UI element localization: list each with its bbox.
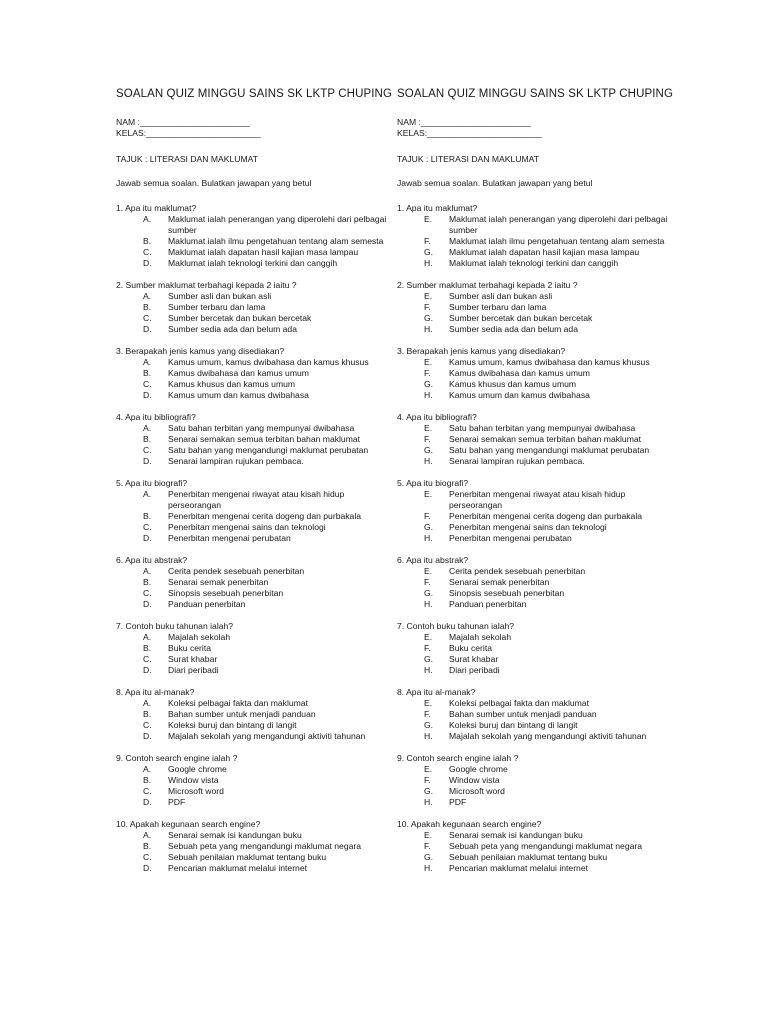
- option-letter: B.: [143, 368, 152, 378]
- answer-option[interactable]: [116, 841, 388, 852]
- option-text: Kamus umum dan kamus dwibahasa: [168, 390, 309, 400]
- question-text: 4. Apa itu bibliografi?: [116, 412, 196, 422]
- answer-option[interactable]: [397, 643, 669, 654]
- option-text: Penerbitan mengenai perubatan: [449, 533, 572, 543]
- option-letter: D.: [143, 731, 152, 741]
- option-letter: H.: [424, 665, 433, 675]
- option-letter: E.: [424, 698, 433, 708]
- quiz-title: SOALAN QUIZ MINGGU SAINS SK LKTP CHUPING: [397, 88, 674, 100]
- answer-option[interactable]: [397, 709, 669, 720]
- option-letter: G.: [424, 313, 434, 323]
- option-text: Satu bahan yang mengandungi maklumat perubatan: [168, 445, 369, 455]
- option-text: Penerbitan mengenai cerita dogeng dan purbakala: [449, 511, 643, 521]
- option-text: PDF: [449, 797, 467, 807]
- option-letter: F.: [424, 577, 431, 587]
- question-block: [397, 478, 669, 544]
- answer-option[interactable]: [397, 313, 669, 324]
- option-text: Maklumat ialah ilmu pengetahuan tentang alam semesta: [449, 236, 665, 246]
- option-text: Microsoft word: [449, 786, 505, 796]
- option-text: Penerbitan mengenai riwayat atau kisah hidup perseorangan: [168, 489, 345, 510]
- option-text: Kamus khusus dan kamus umum: [168, 379, 296, 389]
- option-text: Sinopsis sesebuah penerbitan: [168, 588, 284, 598]
- option-letter: E.: [424, 566, 433, 576]
- option-letter: A.: [143, 764, 152, 774]
- option-text: Senarai lampiran rujukan pembaca.: [168, 456, 304, 466]
- quiz-title: SOALAN QUIZ MINGGU SAINS SK LKTP CHUPING: [116, 88, 393, 100]
- question-text: 9. Contoh search engine ialah ?: [116, 753, 238, 763]
- question-text: 6. Apa itu abstrak?: [116, 555, 188, 565]
- answer-option[interactable]: [116, 654, 388, 665]
- option-letter: H.: [424, 797, 433, 807]
- answer-option[interactable]: [397, 731, 669, 742]
- question-text: 10. Apakah kegunaan search engine?: [397, 819, 542, 829]
- question-text: 2. Sumber maklumat terbahagi kepada 2 iaitu ?: [397, 280, 578, 290]
- option-text: Bahan sumber untuk menjadi panduan: [168, 709, 316, 719]
- option-letter: D.: [143, 665, 152, 675]
- topic-heading: TAJUK : LITERASI DAN MAKLUMAT: [397, 154, 539, 164]
- answer-option[interactable]: [116, 852, 388, 863]
- name-field: NAM :_______________________: [116, 117, 250, 127]
- question-block: [116, 753, 388, 808]
- option-letter: B.: [143, 577, 152, 587]
- question-block: [397, 280, 669, 335]
- answer-option[interactable]: [116, 434, 388, 445]
- option-letter: F.: [424, 511, 431, 521]
- answer-option[interactable]: [116, 599, 388, 610]
- option-text: Surat khabar: [168, 654, 218, 664]
- option-letter: G.: [424, 588, 434, 598]
- question-block: [397, 819, 669, 874]
- option-text: Kamus umum dan kamus dwibahasa: [449, 390, 590, 400]
- option-text: Google chrome: [449, 764, 508, 774]
- option-letter: B.: [143, 775, 152, 785]
- question-block: [397, 621, 669, 676]
- option-letter: B.: [143, 841, 152, 851]
- answer-option[interactable]: [397, 247, 669, 258]
- option-text: Kamus khusus dan kamus umum: [449, 379, 577, 389]
- question-text: 1. Apa itu maklumat?: [397, 203, 478, 213]
- answer-option[interactable]: [116, 313, 388, 324]
- answer-option[interactable]: [116, 423, 388, 434]
- answer-option[interactable]: [397, 302, 669, 313]
- option-text: Senarai lampiran rujukan pembaca.: [449, 456, 585, 466]
- answer-option[interactable]: [397, 577, 669, 588]
- option-text: Satu bahan terbitan yang mempunyai dwibahasa: [168, 423, 355, 433]
- option-letter: F.: [424, 302, 431, 312]
- question-text: 3. Berapakah jenis kamus yang disediakan?: [397, 346, 566, 356]
- option-text: Maklumat ialah teknologi terkini dan canggih: [168, 258, 338, 268]
- answer-option[interactable]: [397, 698, 669, 709]
- option-letter: E.: [424, 214, 433, 224]
- question-text: 2. Sumber maklumat terbahagi kepada 2 iaitu ?: [116, 280, 297, 290]
- option-letter: A.: [143, 566, 152, 576]
- question-block: [116, 687, 388, 742]
- answer-option[interactable]: [397, 258, 669, 269]
- answer-option[interactable]: [397, 324, 669, 335]
- option-letter: E.: [424, 632, 433, 642]
- question-block: [116, 346, 388, 401]
- option-letter: D.: [143, 456, 152, 466]
- answer-option[interactable]: [116, 786, 388, 797]
- option-text: Buku cerita: [449, 643, 492, 653]
- option-letter: G.: [424, 379, 434, 389]
- question-text: 6. Apa itu abstrak?: [397, 555, 469, 565]
- quiz-column-left: [116, 88, 393, 885]
- option-letter: E.: [424, 489, 433, 499]
- option-text: Koleksi buruj dan bintang di langit: [168, 720, 297, 730]
- option-text: Penerbitan mengenai perubatan: [168, 533, 291, 543]
- answer-option[interactable]: [397, 786, 669, 797]
- answer-option[interactable]: [116, 665, 388, 676]
- option-letter: H.: [424, 456, 433, 466]
- answer-option[interactable]: [116, 764, 388, 775]
- option-letter: B.: [143, 434, 152, 444]
- answer-option[interactable]: [116, 720, 388, 731]
- option-text: Majalah sekolah: [449, 632, 512, 642]
- question-text: 7. Contoh buku tahunan ialah?: [397, 621, 515, 631]
- option-text: Sebuah penilaian maklumat tentang buku: [168, 852, 327, 862]
- option-text: Senarai semak penerbitan: [449, 577, 550, 587]
- option-letter: A.: [143, 291, 152, 301]
- answer-option[interactable]: [397, 390, 669, 401]
- option-text: Satu bahan yang mengandungi maklumat perubatan: [449, 445, 650, 455]
- answer-option[interactable]: [116, 324, 388, 335]
- answer-option[interactable]: [397, 863, 669, 874]
- option-text: Sebuah penilaian maklumat tentang buku: [449, 852, 608, 862]
- option-text: Koleksi buruj dan bintang di langit: [449, 720, 578, 730]
- option-text: Koleksi pelbagai fakta dan maklumat: [449, 698, 589, 708]
- question-text: 8. Apa itu al-manak?: [116, 687, 195, 697]
- answer-option[interactable]: [397, 214, 669, 236]
- option-text: Sebuah peta yang mengandungi maklumat negara: [168, 841, 362, 851]
- option-letter: A.: [143, 489, 152, 499]
- answer-option[interactable]: [116, 863, 388, 874]
- option-text: Maklumat ialah dapatan hasil kajian masa lampau: [168, 247, 359, 257]
- answer-option[interactable]: [116, 830, 388, 841]
- option-letter: B.: [143, 302, 152, 312]
- option-letter: C.: [143, 786, 152, 796]
- option-text: Penerbitan mengenai cerita dogeng dan purbakala: [168, 511, 362, 521]
- option-text: Sumber asli dan bukan asli: [449, 291, 553, 301]
- question-text: 5. Apa itu biografi?: [116, 478, 188, 488]
- option-text: Sumber sedia ada dan belum ada: [168, 324, 297, 334]
- option-text: Koleksi pelbagai fakta dan maklumat: [168, 698, 308, 708]
- option-letter: F.: [424, 841, 431, 851]
- option-letter: F.: [424, 368, 431, 378]
- option-letter: C.: [143, 522, 152, 532]
- option-letter: H.: [424, 731, 433, 741]
- option-letter: D.: [143, 863, 152, 873]
- option-text: Maklumat ialah ilmu pengetahuan tentang alam semesta: [168, 236, 384, 246]
- answer-option[interactable]: [397, 489, 669, 511]
- answer-option[interactable]: [116, 511, 388, 522]
- option-letter: C.: [143, 588, 152, 598]
- answer-option[interactable]: [116, 247, 388, 258]
- answer-option[interactable]: [397, 291, 669, 302]
- option-text: Buku cerita: [168, 643, 211, 653]
- option-letter: G.: [424, 786, 434, 796]
- question-block: [397, 753, 669, 808]
- option-text: Sebuah peta yang mengandungi maklumat negara: [449, 841, 643, 851]
- answer-option[interactable]: [397, 797, 669, 808]
- answer-option[interactable]: [397, 852, 669, 863]
- question-block: [397, 412, 669, 467]
- answer-option[interactable]: [397, 588, 669, 599]
- answer-option[interactable]: [116, 236, 388, 247]
- question-block: [116, 478, 388, 544]
- answer-option[interactable]: [116, 698, 388, 709]
- option-text: Surat khabar: [449, 654, 499, 664]
- answer-option[interactable]: [116, 291, 388, 302]
- answer-option[interactable]: [116, 368, 388, 379]
- option-text: Window vista: [168, 775, 219, 785]
- option-text: Pencarian maklumat melalui internet: [168, 863, 307, 873]
- topic-heading: TAJUK : LITERASI DAN MAKLUMAT: [116, 154, 258, 164]
- option-letter: E.: [424, 357, 433, 367]
- answer-option[interactable]: [116, 302, 388, 313]
- answer-option[interactable]: [397, 665, 669, 676]
- option-text: Senarai semak isi kandungan buku: [449, 830, 583, 840]
- question-text: 9. Contoh search engine ialah ?: [397, 753, 519, 763]
- answer-option[interactable]: [397, 841, 669, 852]
- answer-option[interactable]: [397, 357, 669, 368]
- option-letter: F.: [424, 775, 431, 785]
- quiz-column-right: [397, 88, 674, 885]
- question-block: [397, 203, 669, 269]
- option-letter: A.: [143, 698, 152, 708]
- question-text: 3. Berapakah jenis kamus yang disediakan?: [116, 346, 285, 356]
- option-text: Senarai semak isi kandungan buku: [168, 830, 302, 840]
- option-text: PDF: [168, 797, 186, 807]
- option-letter: A.: [143, 830, 152, 840]
- answer-option[interactable]: [397, 830, 669, 841]
- option-letter: E.: [424, 830, 433, 840]
- answer-option[interactable]: [116, 379, 388, 390]
- option-text: Senarai semak penerbitan: [168, 577, 269, 587]
- option-text: Sumber bercetak dan bukan bercetak: [168, 313, 312, 323]
- answer-option[interactable]: [116, 214, 388, 236]
- option-text: Microsoft word: [168, 786, 224, 796]
- option-text: Kamus dwibahasa dan kamus umum: [168, 368, 309, 378]
- answer-option[interactable]: [397, 720, 669, 731]
- option-letter: E.: [424, 291, 433, 301]
- answer-option[interactable]: [116, 709, 388, 720]
- option-letter: H.: [424, 390, 433, 400]
- instructions: Jawab semua soalan. Bulatkan jawapan yang betul: [397, 178, 593, 188]
- option-text: Maklumat ialah dapatan hasil kajian masa lampau: [449, 247, 640, 257]
- answer-option[interactable]: [116, 588, 388, 599]
- option-letter: H.: [424, 863, 433, 873]
- option-text: Kamus dwibahasa dan kamus umum: [449, 368, 590, 378]
- answer-option[interactable]: [397, 764, 669, 775]
- question-block: [397, 687, 669, 742]
- option-letter: G.: [424, 247, 434, 257]
- option-letter: C.: [143, 313, 152, 323]
- answer-option[interactable]: [116, 456, 388, 467]
- answer-option[interactable]: [397, 654, 669, 665]
- option-letter: G.: [424, 522, 434, 532]
- option-letter: H.: [424, 324, 433, 334]
- option-letter: D.: [143, 258, 152, 268]
- option-letter: C.: [143, 720, 152, 730]
- option-text: Window vista: [449, 775, 500, 785]
- question-block: [116, 412, 388, 467]
- answer-option[interactable]: [397, 434, 669, 445]
- option-letter: F.: [424, 236, 431, 246]
- option-letter: A.: [143, 357, 152, 367]
- question-block: [397, 346, 669, 401]
- option-letter: B.: [143, 709, 152, 719]
- option-text: Diari peribadi: [168, 665, 219, 675]
- option-text: Sumber asli dan bukan asli: [168, 291, 272, 301]
- answer-option[interactable]: [116, 797, 388, 808]
- answer-option[interactable]: [116, 643, 388, 654]
- option-text: Sumber terbaru dan lama: [449, 302, 547, 312]
- option-letter: F.: [424, 643, 431, 653]
- option-text: Penerbitan mengenai riwayat atau kisah hidup perseorangan: [449, 489, 626, 510]
- option-letter: G.: [424, 852, 434, 862]
- answer-option[interactable]: [116, 533, 388, 544]
- option-letter: C.: [143, 445, 152, 455]
- option-letter: E.: [424, 764, 433, 774]
- instructions: Jawab semua soalan. Bulatkan jawapan yang betul: [116, 178, 312, 188]
- option-letter: C.: [143, 654, 152, 664]
- option-letter: E.: [424, 423, 433, 433]
- question-text: 4. Apa itu bibliografi?: [397, 412, 477, 422]
- option-text: Maklumat ialah penerangan yang diperolehi dari pelbagai sumber: [168, 214, 387, 235]
- option-letter: C.: [143, 379, 152, 389]
- answer-option[interactable]: [116, 390, 388, 401]
- name-field: NAM :_______________________: [397, 117, 531, 127]
- question-text: 7. Contoh buku tahunan ialah?: [116, 621, 234, 631]
- question-block: [397, 555, 669, 610]
- question-block: [116, 621, 388, 676]
- option-letter: A.: [143, 214, 152, 224]
- option-text: Majalah sekolah yang mengandungi aktiviti tahunan: [449, 731, 647, 741]
- option-letter: H.: [424, 599, 433, 609]
- option-text: Google chrome: [168, 764, 227, 774]
- question-text: 1. Apa itu maklumat?: [116, 203, 197, 213]
- answer-option[interactable]: [116, 258, 388, 269]
- answer-option[interactable]: [397, 379, 669, 390]
- option-text: Sumber terbaru dan lama: [168, 302, 266, 312]
- option-letter: B.: [143, 511, 152, 521]
- answer-option[interactable]: [397, 599, 669, 610]
- answer-option[interactable]: [397, 533, 669, 544]
- option-letter: A.: [143, 423, 152, 433]
- answer-option[interactable]: [116, 566, 388, 577]
- option-text: Penerbitan mengenai sains dan teknologi: [168, 522, 326, 532]
- option-text: Diari peribadi: [449, 665, 500, 675]
- option-text: Senarai semakan semua terbitan bahan maklumat: [449, 434, 642, 444]
- answer-option[interactable]: [116, 775, 388, 786]
- option-letter: H.: [424, 533, 433, 543]
- option-text: Kamus umum, kamus dwibahasa dan kamus khusus: [449, 357, 650, 367]
- option-letter: H.: [424, 258, 433, 268]
- question-block: [116, 203, 388, 269]
- question-block: [116, 280, 388, 335]
- option-letter: D.: [143, 599, 152, 609]
- option-text: Kamus umum, kamus dwibahasa dan kamus khusus: [168, 357, 369, 367]
- option-text: Satu bahan terbitan yang mempunyai dwibahasa: [449, 423, 636, 433]
- option-text: Bahan sumber untuk menjadi panduan: [449, 709, 597, 719]
- question-text: 10. Apakah kegunaan search engine?: [116, 819, 261, 829]
- answer-option[interactable]: [116, 577, 388, 588]
- option-text: Cerita pendek sesebuah penerbitan: [168, 566, 305, 576]
- option-letter: G.: [424, 445, 434, 455]
- question-block: [116, 555, 388, 610]
- answer-option[interactable]: [397, 566, 669, 577]
- option-text: Senarai semakan semua terbitan bahan maklumat: [168, 434, 361, 444]
- answer-option[interactable]: [397, 445, 669, 456]
- answer-option[interactable]: [397, 522, 669, 533]
- option-text: Panduan penerbitan: [449, 599, 527, 609]
- option-letter: D.: [143, 533, 152, 543]
- answer-option[interactable]: [397, 423, 669, 434]
- question-text: 5. Apa itu biografi?: [397, 478, 469, 488]
- class-field: KELAS:________________________: [116, 128, 261, 138]
- question-text: 8. Apa itu al-manak?: [397, 687, 476, 697]
- option-letter: C.: [143, 852, 152, 862]
- answer-option[interactable]: [116, 489, 388, 511]
- option-text: Sinopsis sesebuah penerbitan: [449, 588, 565, 598]
- option-letter: D.: [143, 390, 152, 400]
- answer-option[interactable]: [397, 511, 669, 522]
- class-field: KELAS:________________________: [397, 128, 542, 138]
- option-text: Panduan penerbitan: [168, 599, 246, 609]
- answer-option[interactable]: [116, 445, 388, 456]
- option-letter: G.: [424, 720, 434, 730]
- option-letter: D.: [143, 797, 152, 807]
- answer-option[interactable]: [397, 632, 669, 643]
- question-block: [116, 819, 388, 874]
- answer-option[interactable]: [397, 236, 669, 247]
- answer-option[interactable]: [116, 357, 388, 368]
- answer-option[interactable]: [116, 731, 388, 742]
- option-letter: B.: [143, 236, 152, 246]
- option-text: Pencarian maklumat melalui internet: [449, 863, 588, 873]
- option-text: Majalah sekolah yang mengandungi aktiviti tahunan: [168, 731, 366, 741]
- option-letter: G.: [424, 654, 434, 664]
- option-text: Maklumat ialah penerangan yang diperolehi dari pelbagai sumber: [449, 214, 668, 235]
- option-letter: D.: [143, 324, 152, 334]
- answer-option[interactable]: [397, 368, 669, 379]
- option-text: Cerita pendek sesebuah penerbitan: [449, 566, 586, 576]
- answer-option[interactable]: [116, 632, 388, 643]
- answer-option[interactable]: [116, 522, 388, 533]
- option-text: Maklumat ialah teknologi terkini dan canggih: [449, 258, 619, 268]
- option-text: Sumber bercetak dan bukan bercetak: [449, 313, 593, 323]
- answer-option[interactable]: [397, 456, 669, 467]
- option-text: Majalah sekolah: [168, 632, 231, 642]
- option-letter: A.: [143, 632, 152, 642]
- option-text: Penerbitan mengenai sains dan teknologi: [449, 522, 607, 532]
- option-letter: C.: [143, 247, 152, 257]
- answer-option[interactable]: [397, 775, 669, 786]
- option-letter: F.: [424, 709, 431, 719]
- option-text: Sumber sedia ada dan belum ada: [449, 324, 578, 334]
- option-letter: F.: [424, 434, 431, 444]
- option-letter: B.: [143, 643, 152, 653]
